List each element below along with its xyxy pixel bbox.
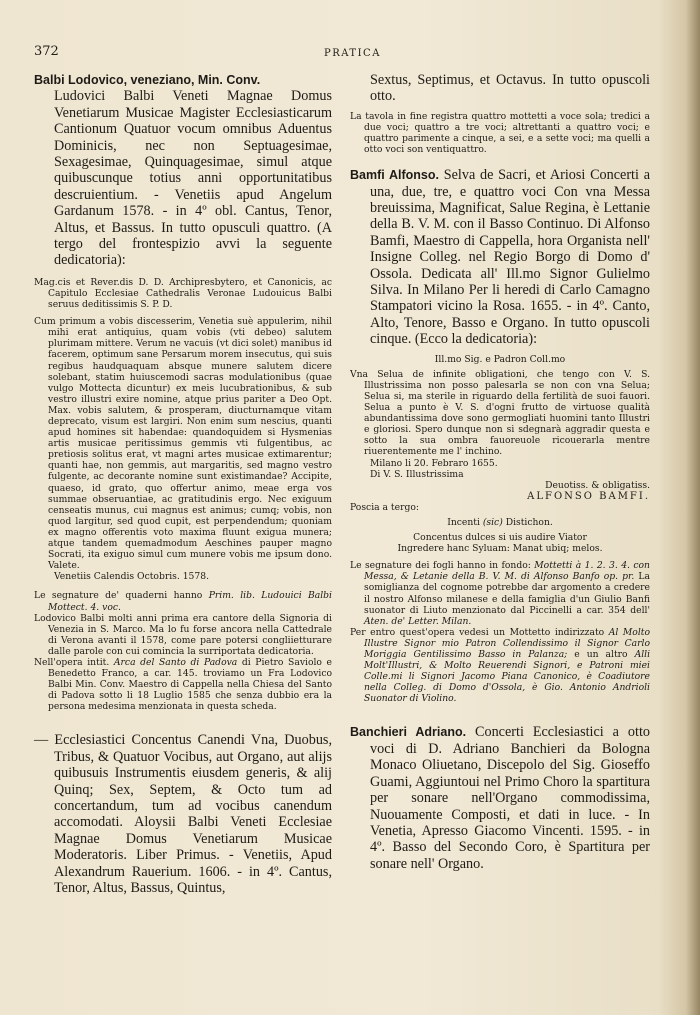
entry-title-bamfi: Selva de Sacri, et Ariosi Concerti a una, due, tre, e quattro voci Con vna Messa breuissima, Magnificat, Salue Regina, è Lettanie della B. V. M. con il Basso Continuo. Di Alfonso Bamfi, Maestro di Cappella, hora Organista nell' Insigne Colleg. nel Regio Borgo di Domo d' Ossola. Dedicata all' Ill.mo Signor Gulielmo Silva. In Milano Per li heredi di Carlo Camagno Stampatori vicino la Rosa. 1655. - in 4º. Canto, Alto, Tenore, Basso e Organo. In tutto opuscoli cinque. (Ecco la dedicatoria): — [370, 167, 650, 348]
entry-title-balbi: Ludovici Balbi Veneti Magnae Domus Venetiarum Musicae Magister Ecclesiasticarum Cantionum Quatuor vocum omnibus Aduentus Dominicis, nec non Septuagesimae, Sexagesimae, Quinquagesimae, simul atque quibuscunque totius anni opportunitatibus descruientium. - Venetiis apud Angelum Gardanum 1578. - in 4º obl. Cantus, Tenor, Altus, et Bassus. In tutto opusculi quattro. (A tergo del frontespizio avvi la seguente dedicatoria): — [54, 88, 332, 269]
note-italic: Arca del Santo di Padova — [113, 656, 238, 668]
note-text: La somiglianza del cognome potrebbe dar argomento a credere il nostro Alfonso milanese e della famiglia d'un Giulio Banfi suonator di Liuto menzionato dal Piccinelli a car. 354 dell' — [364, 571, 650, 616]
dedication-closing: Di V. S. Illustrissima — [370, 468, 464, 480]
dedication-letter-bamfi: Vna Selua de infinite obligationi, che tengo con V. S. Illustrissima non posso palesarla se non con vna Selua; Selua si, ma sterile in riguardo della fertilità de suoi fauori. Selua a punto è V. S. d'ogni frutto de virtuose qualità abundantissima dove sono germogliati huomini tanto Illustri e gloriosi. Spero dunque non si sdegnarà aggradir questa e sotto la sua ombra fauoreuole ricouerarla mentre riuerentemente me l' inchino. — [350, 368, 650, 458]
dedication-letter: Cum primum a vobis discesserim, Venetia suè appulerim, nihil mihi erat antiquius, quam vobis (vti debeo) salutem plurimam mittere. Verum ne vacuis (vt dici solet) manibus id facerem, optimum sane Persarum morem insecutus, qui suis regibus haudquaquam absque munere salutem dicere solebant, statim huiuscemodi sacras modulationibus (quae vulgo Mottecta dicuntur) ex meis lucubrationibus, & sub vestro illustri exire nomine, atque prius pariter a Deo Opt. Max. vobis salutem, & prosperam, diucturnamque vitam deprecato, visum est largiri. Non enim sum nescius, quanti apud homines sit habendae: quandoquidem si Hysmenias artis musicae peritissimus gemmis vti fulgentibus, ac pretiosis solitus erat, vt magni artes musicae extimarentur; quanti hae, non gemmis, aut margaritis, sed magno vestro fulgente, ac decorante nomine sunt existimandae? Accipite, quaeso, id grato, quo offertur animo, meae erga vos summae obseruantiae, ac gratitudinis ergo. Nec exiguum censeatis munus, cui magnus est animus; cumq; vobis, non quod largitur, sed quod cupit, est perpendendum; quoniam ex magno offerentis voto maxima fluunt exigua munera; atque tandem quemadmodum Aeschines pauper magno Socrati, ita exiguo simul cum munere vobis me ipsum dono. Valete. — [34, 316, 332, 572]
page-number: 372 — [34, 44, 59, 59]
entry-balbi — [34, 72, 332, 269]
right-column — [350, 72, 650, 872]
distichon-verse-1: Concentus dulces si uis audire Viator — [413, 532, 587, 544]
book-gutter-shadow — [686, 0, 700, 1015]
dedication-salutation: Ill.mo Sig. e Padron Coll.mo — [434, 353, 566, 365]
left-column — [34, 72, 332, 897]
tergo-line: Poscia a tergo: — [350, 501, 419, 513]
dedication-date: Venetiis Calendis Octobris. 1578. — [54, 571, 210, 583]
note-bamfi-motets — [350, 627, 650, 705]
running-head: PRATICA — [324, 48, 381, 59]
page-header — [34, 44, 666, 64]
note-table: La tavola in fine registra quattro mottetti a voce sola; tredici a due voci; quattro a tre voci; altrettanti a quattro voci; e quattro parimente a cinque, a sei, e a sette voci; ma quelli a otto voci son ventiquattro. — [350, 110, 650, 156]
note-opera — [34, 657, 332, 712]
dedication-date-bamfi: Milano li 20. Febraro 1655. — [370, 457, 498, 469]
note-italic: Mottetti à 1. 2. 3. 4. con Messa, & Letanie della B. V. M. di Alfonso Banfo op. pr. — [364, 560, 650, 583]
entry-heading-balbi: Balbi Lodovico, veneziano, Min. Conv. — [34, 73, 261, 87]
note-text: di Pietro Saviolo e Benedetto Franco, a car. 145. troviamo un Fra Lodovico Balbi Min. Conv. Maestro di Cappella nella Chiesa del Santo di Padova sotto li 18 Luglio 1585 che senza dubbio era la persona medesima menzionata in questa scheda. — [48, 656, 332, 713]
note-italic: Aten. de' Letter. Milan. — [364, 615, 472, 627]
note-text: Nell'opera intit. — [34, 656, 114, 668]
note-text: Le segnature dei fogli hanno in fondo: — [350, 560, 535, 572]
distichon-verse-2: Ingredere hanc Syluam: Manat ubiq; melos. — [397, 543, 603, 555]
entry-heading-banchieri: Banchieri Adriano. — [350, 725, 467, 740]
entry-heading-bamfi: Bamfi Alfonso. — [350, 168, 439, 183]
note-text: e un altro — [567, 649, 635, 660]
note-biography: Lodovico Balbi molti anni prima era cantore della Signoria di Venezia in S. Marco. Ma lo fu forse ancora nella Cattedrale di Verona avanti il 1578, come pare potersi congliietturare dalle parole con cui comincia la surriportata dedicatoria. — [34, 612, 332, 657]
note-bamfi-signatures — [350, 560, 650, 627]
entry-balbi-second: — Ecclesiastici Concentus Canendi Vna, Duobus, Tribus, & Quatuor Vocibus, aut Organo, aut alijs quibusuis Instrumentis eiusdem generis, & alij Quinq; Sex, Septem, & Octo tum ad concertandum, tum ad vocibus canendum accomodati. Aloysii Balbi Veneti Ecclesiae Magnae Domus Venetiarum Musicae Moderatoris. Liber Primus. - Venetiis, Apud Alexandrum Rauerium. 1606. - in 4º. Cantus, Tenor, Altus, Bassus, Quintus, — [34, 732, 332, 897]
note-text: Le segnature de' quaderni hanno — [34, 590, 209, 602]
note-italic: Alli Molt'Illustri, & Molto Reuerendi Signori, e Patroni miei Colle.mi li Signori Jacomo Piana Canonico, è Coadiutore nella Colleg. di Domo d'Ossola, è Gio. Antonio Andrioli Suonator di Violino. — [364, 649, 651, 705]
note-text: Per entro quest'opera vedesi un Mottetto indirizzato — [350, 626, 609, 638]
note-italic: Prim. lib. Ludouici Balbi Mottect. 4. voc. — [48, 590, 332, 613]
entry-bamfi — [350, 167, 650, 347]
dedication-signature: ALFONSO BAMFI. — [527, 490, 650, 502]
entry-balbi-continued: Sextus, Septimus, et Octavus. In tutto opuscoli otto. — [370, 72, 650, 105]
dedication-devotiss: Deuotiss. & obligatiss. — [545, 479, 650, 491]
note-italic: Al Molto Illustre Signor mio Patron Collendissimo il Signor Carlo Moriggia Gentilissimo Basso in Palanza; — [364, 626, 650, 660]
entry-title-banchieri: Concerti Ecclesiastici a otto voci di D. Adriano Banchieri da Bologna Monaco Oliuetano, Discepolo del Sig. Gioseffo Guami, Aggiuntoui nel Primo Choro la spartitura per sonare nell'Organo commodissima, Nuouamente Composti, et dati in luce. - In Venetia, Apresso Giacomo Vincenti. 1595. - in 4º. Basso del Secondo Coro, è Spartitura per sonare nell' Organo. — [370, 724, 651, 872]
distichon-sic: (sic) — [482, 516, 503, 528]
distichon-text: Distichon. — [502, 516, 553, 528]
distichon-text: Incenti — [447, 516, 483, 528]
entry-banchieri — [350, 724, 650, 872]
dedication-address: Mag.cis et Rever.dis D. D. Archipresbytero, et Canonicis, ac Capitulo Ecclesiae Cathedralis Veronae Ludouicus Balbi seruus deditissimis S. P. D. — [34, 276, 332, 311]
note-signatures — [34, 590, 332, 612]
distichon-title — [350, 517, 650, 528]
